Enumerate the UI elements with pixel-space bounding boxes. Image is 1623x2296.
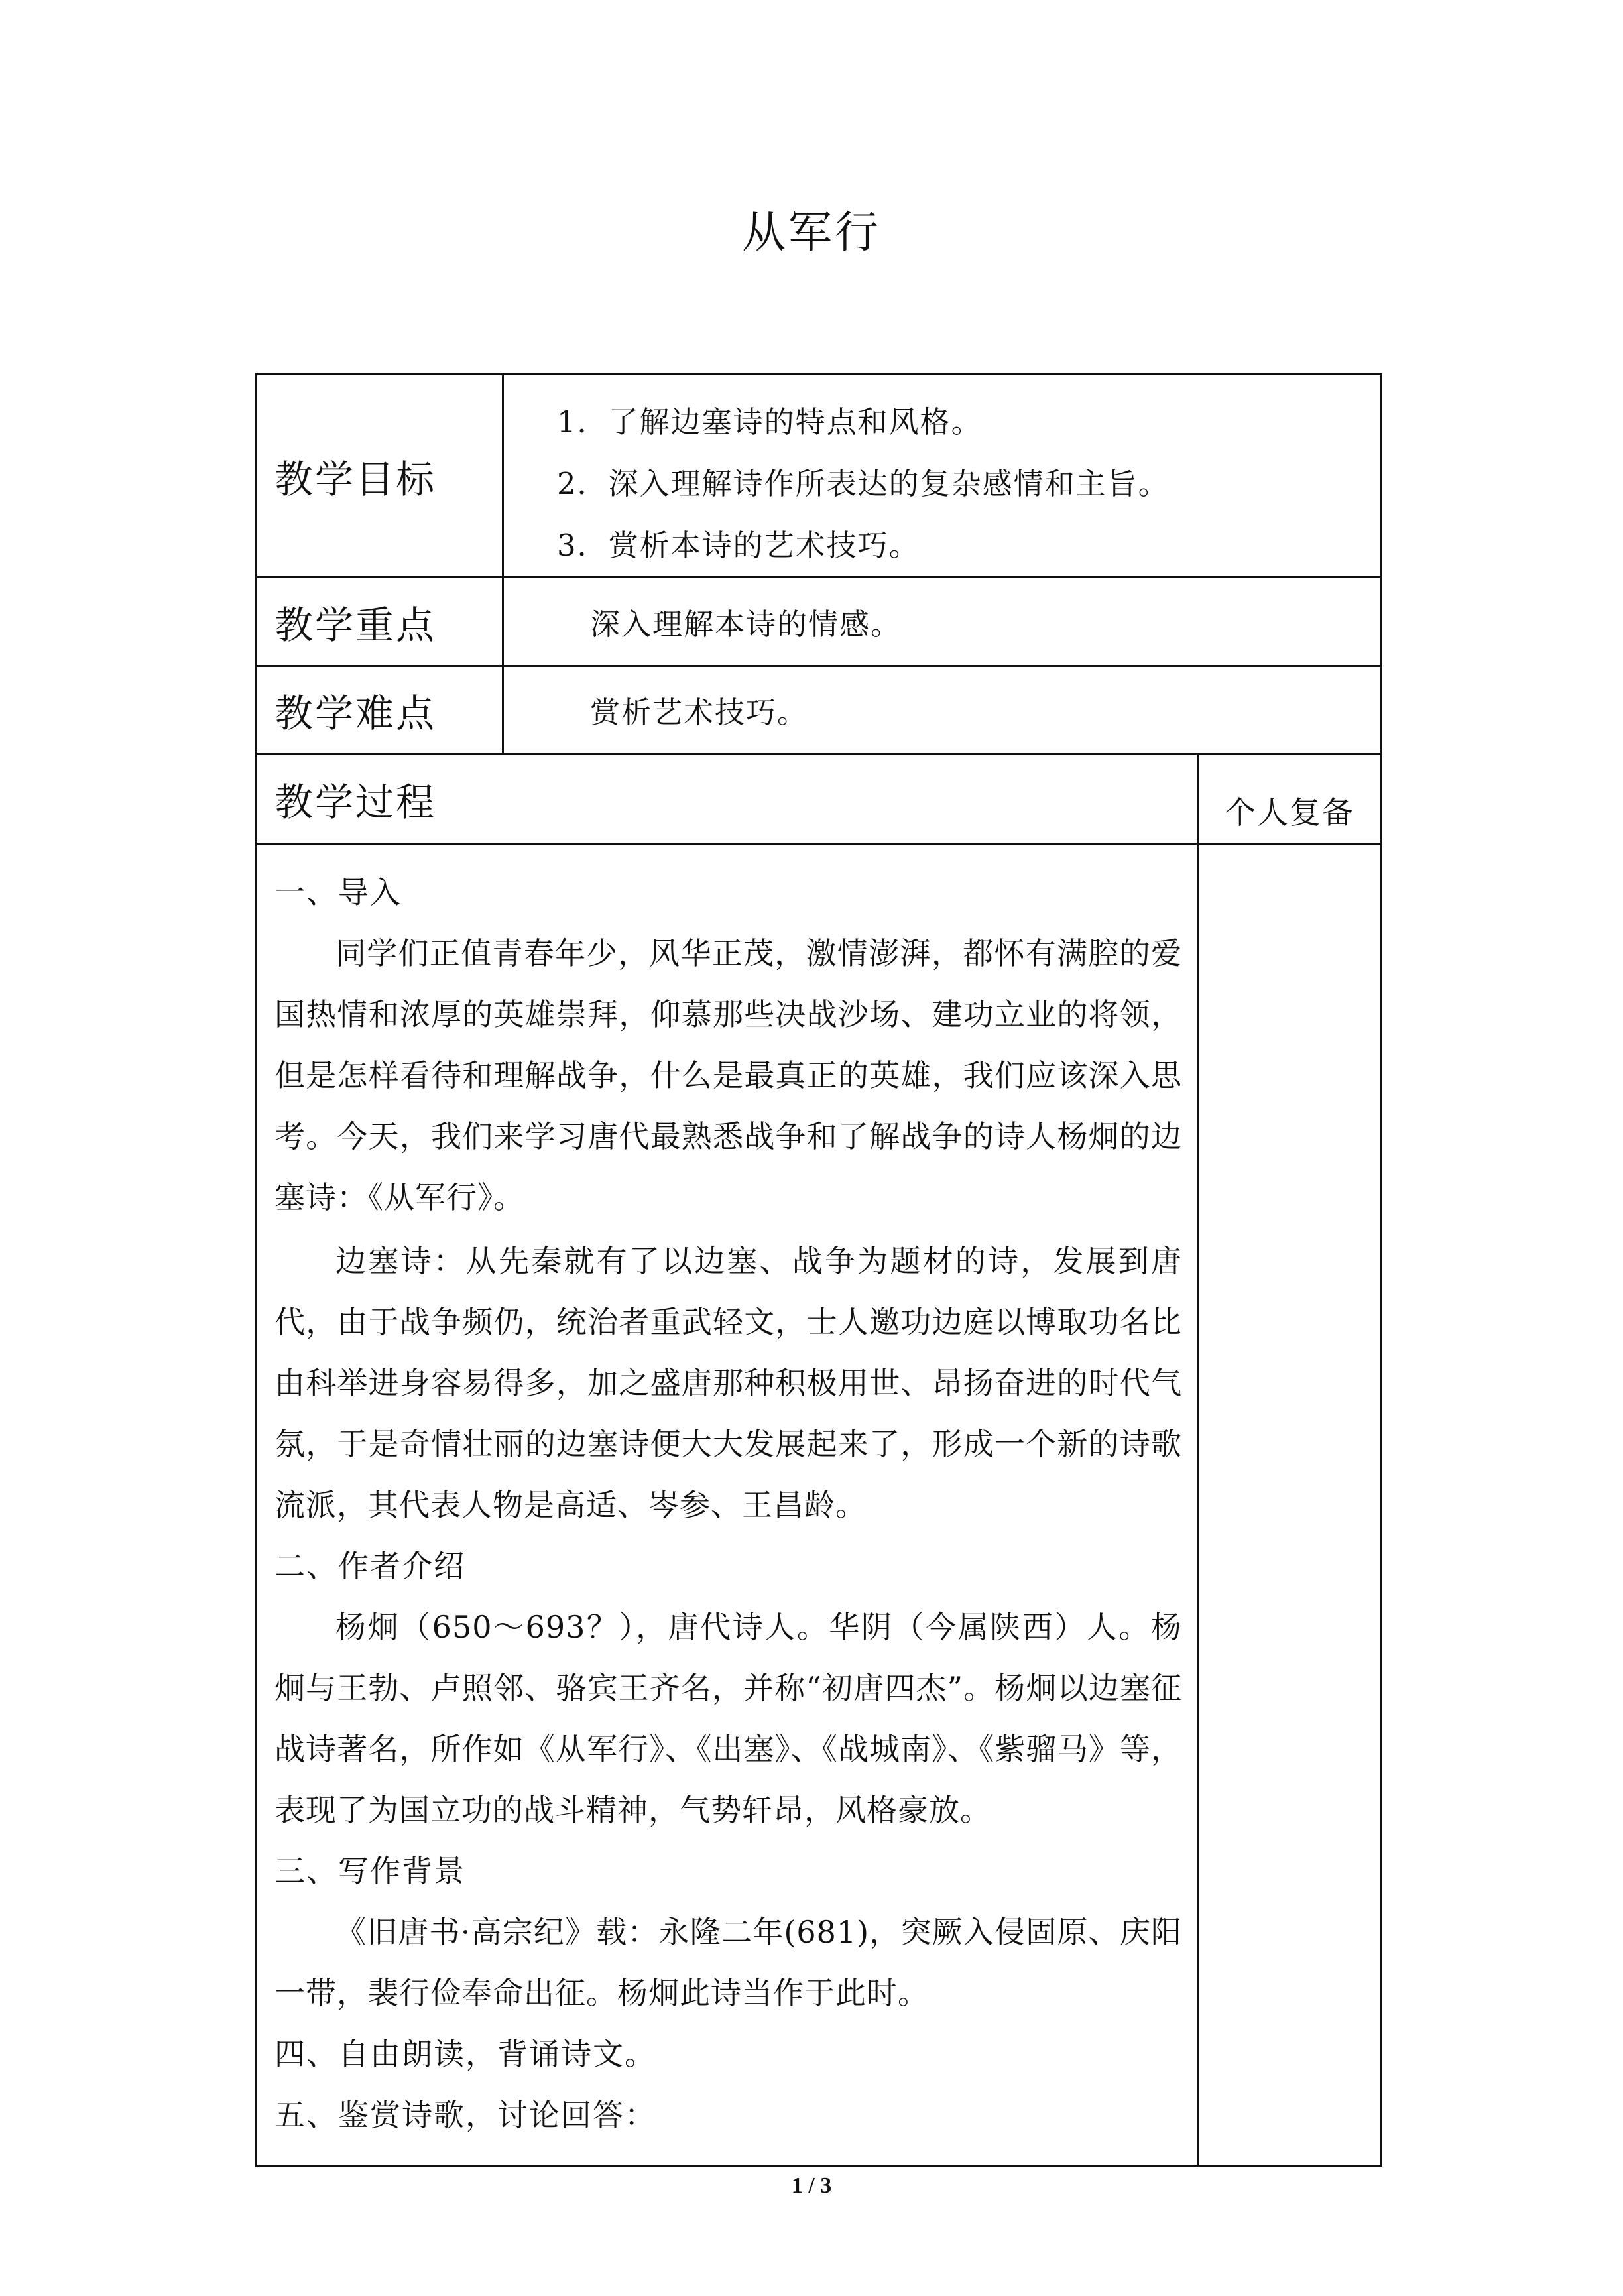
section-heading-appreciation: 五、鉴赏诗歌，讨论回答： bbox=[274, 2097, 656, 2133]
difficulty-text: 赏析艺术技巧。 bbox=[503, 666, 1382, 754]
process-header-row bbox=[257, 754, 1382, 844]
backup-notes-column bbox=[1198, 844, 1382, 2166]
section-heading-author: 二、作者介绍 bbox=[274, 1548, 465, 1584]
lesson-plan-table bbox=[255, 373, 1382, 2167]
difficulty-label: 教学难点 bbox=[257, 666, 503, 754]
key-point-row bbox=[257, 577, 1382, 666]
objective-item: 2．深入理解诗作所表达的复杂感情和主旨。 bbox=[557, 466, 1170, 501]
intro-paragraph: 同学们正值青春年少，风华正茂，激情澎湃，都怀有满腔的爱国热情和浓厚的英雄崇拜，仰慕那些决战沙场、建功立业的将领，但是怎样看待和理解战争，什么是最真正的英雄，我们应该深入思考。今天，我们来学习唐代最熟悉战争和了解战争的诗人杨炯的边塞诗：《从军行》。 bbox=[274, 936, 1182, 1215]
objective-item: 1．了解边塞诗的特点和风格。 bbox=[557, 404, 983, 440]
objective-item: 3．赏析本诗的艺术技巧。 bbox=[557, 528, 920, 563]
author-paragraph: 杨炯（650～693？），唐代诗人。华阴（今属陕西）人。杨炯与王勃、卢照邻、骆宾王齐名，并称“初唐四杰”。杨炯以边塞征战诗著名，所作如《从军行》、《出塞》、《战城南》、《紫骝马》等，表现了为国立功的战斗精神，气势轩昂，风格豪放。 bbox=[274, 1609, 1182, 1828]
difficulty-row bbox=[257, 666, 1382, 754]
page-number: 1 / 3 bbox=[791, 2173, 832, 2198]
key-point-text: 深入理解本诗的情感。 bbox=[503, 577, 1382, 666]
background-paragraph: 《旧唐书·高宗纪》载：永隆二年(681)，突厥入侵固原、庆阳一带，裴行俭奉命出征。杨炯此诗当作于此时。 bbox=[274, 1914, 1182, 2011]
objectives-list bbox=[503, 375, 1382, 577]
objectives-label: 教学目标 bbox=[257, 375, 503, 577]
key-point-label: 教学重点 bbox=[257, 577, 503, 666]
section-heading-reading: 四、自由朗读，背诵诗文。 bbox=[274, 2036, 656, 2072]
page-title: 从军行 bbox=[742, 207, 881, 258]
backup-label: 个人复备 bbox=[1198, 754, 1382, 844]
section-heading-background: 三、写作背景 bbox=[274, 1853, 465, 1889]
process-body-row bbox=[257, 844, 1382, 2166]
process-content bbox=[257, 844, 1198, 2166]
objectives-row bbox=[257, 375, 1382, 577]
frontier-poetry-paragraph: 边塞诗：从先秦就有了以边塞、战争为题材的诗，发展到唐代，由于战争频仍，统治者重武轻文，士人邀功边庭以博取功名比由科举进身容易得多，加之盛唐那种积极用世、昂扬奋进的时代气氛，于是奇情壮丽的边塞诗便大大发展起来了，形成一个新的诗歌流派，其代表人物是高适、岑参、王昌龄。 bbox=[274, 1243, 1182, 1523]
process-label: 教学过程 bbox=[257, 754, 1198, 844]
section-heading-intro: 一、导入 bbox=[274, 875, 402, 910]
